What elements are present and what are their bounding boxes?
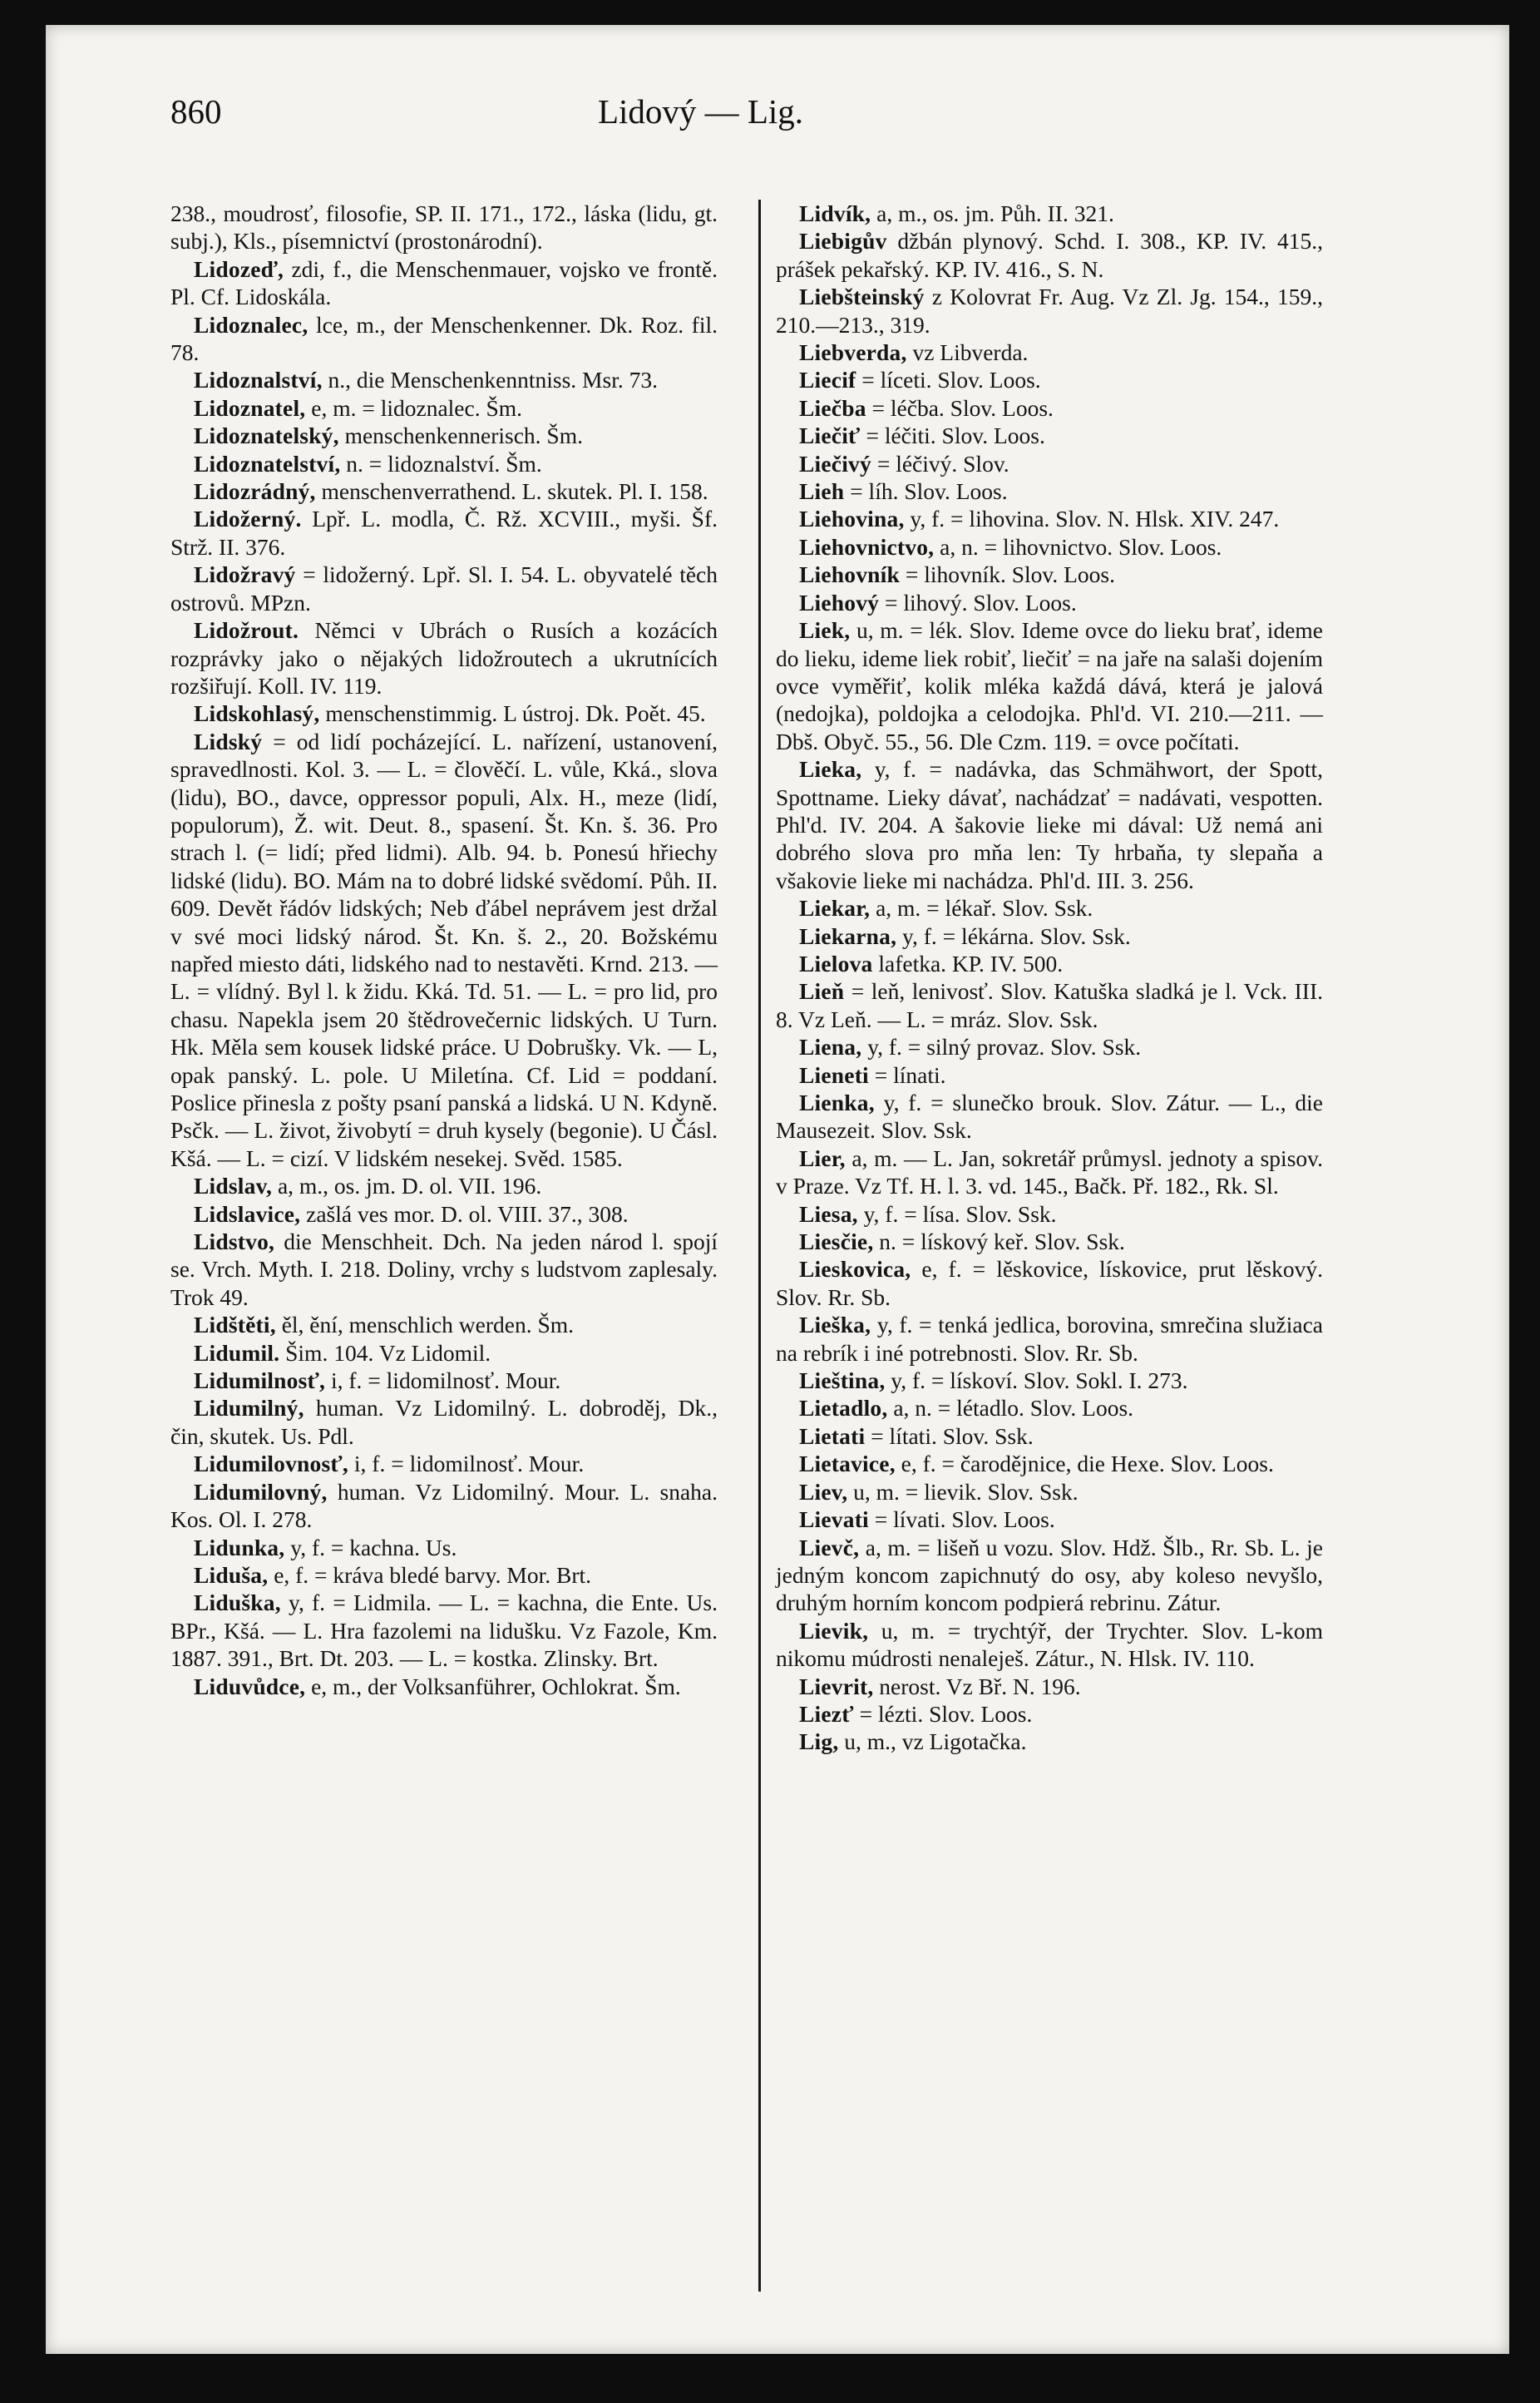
dictionary-entry — [170, 700, 718, 727]
entry-text: u, m., vz Ligotačka. — [838, 1728, 1027, 1755]
entry-headword: Lievik, — [799, 1617, 869, 1644]
entry-headword: Lielova — [799, 950, 873, 977]
dictionary-entry — [776, 1255, 1323, 1311]
entry-text: a, m., os. jm. D. ol. VII. 196. — [272, 1173, 542, 1199]
dictionary-entry — [776, 1450, 1323, 1477]
entry-text: e, m. = lidoznalec. Šm. — [305, 394, 523, 421]
entry-text: = lihový. Slov. Loos. — [879, 589, 1077, 616]
entry-headword: Lieka, — [799, 756, 862, 783]
dictionary-entry — [170, 1200, 718, 1228]
entry-headword: Lidumilovnosť, — [194, 1451, 349, 1477]
entry-headword: Lidský — [194, 728, 263, 754]
entry-text: lce, m., der Menschenkenner. Dk. Roz. fil. 78. — [170, 311, 718, 366]
entry-headword: Lidumilovný, — [194, 1478, 328, 1505]
entry-text: ěl, ění, menschlich werden. Šm. — [275, 1312, 574, 1338]
dictionary-entry — [170, 1367, 718, 1394]
dictionary-entry — [776, 950, 1323, 977]
dictionary-entry — [170, 1172, 718, 1199]
dictionary-entry — [776, 894, 1323, 922]
entry-headword: Lieň — [799, 978, 845, 1005]
entry-headword: Lidslavice, — [194, 1200, 301, 1227]
dictionary-entry — [776, 616, 1323, 755]
entry-text: y, f. = kachna. Us. — [284, 1534, 457, 1560]
entry-headword: Lidvík, — [799, 200, 871, 226]
entry-text: = lívati. Slov. Loos. — [868, 1506, 1055, 1533]
entry-text: zdi, f., die Menschenmauer, vojsko ve frontě. Pl. Cf. Lidoskála. — [170, 255, 718, 310]
entry-text: z Kolovrat Fr. Aug. Vz Zl. Jg. 154., 159., 210.—213., 319. — [776, 284, 1323, 338]
entry-headword: Lidunka, — [194, 1534, 285, 1560]
dictionary-entry — [776, 1394, 1323, 1422]
dictionary-entry — [170, 1339, 718, 1367]
entry-text: human. Vz Lidomilný. Mour. L. snaha. Kos. Ol. I. 278. — [170, 1478, 718, 1533]
entry-headword: Lidozrádný, — [194, 478, 316, 505]
entry-text: y, f. = lékárna. Slov. Ssk. — [896, 922, 1131, 949]
entry-text: u, m. = lék. Slov. Ideme ovce do lieku brať, ideme do lieku, ideme liek robiť, liečiť = na jaře na salaši dojením ovce vyměřiť, kolik mléka každá dává, která je jalová (nedojka), poldojka a celodojka. Phl'd. VI. 210.—211. — Dbš. Obyč. 55., 56. Dle Czm. 119. = ovce počítati. — [776, 617, 1323, 754]
left-column — [170, 200, 718, 1700]
entry-headword: Lidoznatelský, — [194, 423, 339, 449]
entry-text: e, m., der Volksanführer, Ochlokrat. Šm. — [305, 1673, 681, 1699]
entry-text: y, f. = lískoví. Slov. Sokl. I. 273. — [885, 1367, 1188, 1394]
entry-text: n., die Menschenkenntniss. Msr. 73. — [322, 367, 658, 393]
entry-text: = léčiti. Slov. Loos. — [860, 423, 1045, 449]
entry-headword: Lidožerný. — [194, 506, 302, 532]
entry-headword: Lievč, — [799, 1534, 860, 1560]
dictionary-entry — [776, 1617, 1323, 1673]
dictionary-entry — [170, 1394, 718, 1450]
dictionary-entry — [170, 616, 718, 700]
entry-text: a, m. — L. Jan, sokretář průmysl. jednoty a spisov. v Praze. Vz Tf. H. l. 3. vd. 145., Bačk. Př. 182., Rk. Sl. — [776, 1145, 1323, 1199]
entry-headword: Lidumilnosť, — [194, 1367, 326, 1394]
entry-headword: Liehovina, — [799, 506, 905, 532]
entry-text: lafetka. KP. IV. 500. — [872, 950, 1064, 977]
entry-text: Němci v Ubrách o Rusích a kozácích rozprávky jako o nějakých lidožroutech a ukrutnících rozšiřují. Koll. IV. 119. — [170, 617, 718, 699]
entry-text: u, m. = lievik. Slov. Ssk. — [847, 1478, 1078, 1505]
entry-headword: Liduvůdce, — [194, 1673, 306, 1699]
dictionary-entry — [776, 366, 1323, 393]
entry-headword: Lig, — [799, 1728, 839, 1755]
dictionary-entry — [776, 1033, 1323, 1061]
entry-headword: Lieneti — [799, 1061, 869, 1088]
entry-text: a, n. = létadlo. Slov. Loos. — [887, 1395, 1134, 1422]
dictionary-entry — [170, 1534, 718, 1561]
dictionary-entry — [776, 227, 1323, 283]
entry-text: = líceti. Slov. Loos. — [856, 367, 1041, 393]
dictionary-entry — [776, 283, 1323, 339]
dictionary-entry — [170, 477, 718, 505]
entry-text: e, f. = kráva bledé barvy. Mor. Brt. — [268, 1561, 591, 1588]
page-number: 860 — [170, 92, 222, 131]
entry-headword: Lidozeď, — [194, 255, 284, 282]
entry-headword: Lietavice, — [799, 1451, 896, 1477]
dictionary-entry — [776, 1728, 1323, 1755]
entry-text: menschenverrathend. L. skutek. Pl. I. 158. — [315, 478, 708, 505]
entry-text: a, n. = lihovnictvo. Slov. Loos. — [934, 533, 1222, 560]
entry-text: = líh. Slov. Loos. — [844, 478, 1008, 505]
running-header — [170, 91, 1231, 141]
dictionary-entry — [776, 477, 1323, 505]
entry-text: i, f. = lidomilnosť. Mour. — [348, 1451, 585, 1477]
dictionary-entry — [776, 1311, 1323, 1367]
entry-headword: Liehovník — [799, 561, 901, 588]
dictionary-entry — [170, 1228, 718, 1311]
entry-headword: Liekar, — [799, 895, 871, 922]
dictionary-entry — [776, 1145, 1323, 1200]
entry-headword: Liduša, — [194, 1561, 269, 1588]
dictionary-entry — [170, 311, 718, 367]
entry-headword: Liehovnictvo, — [799, 533, 935, 560]
dictionary-entry — [776, 1422, 1323, 1450]
dictionary-entry — [776, 533, 1323, 561]
right-column — [776, 200, 1323, 1756]
dictionary-entry — [776, 505, 1323, 532]
entry-headword: Lidožravý — [194, 561, 296, 588]
entry-headword: Lidštěti, — [194, 1312, 276, 1338]
entry-headword: Liesa, — [799, 1200, 858, 1227]
entry-text: Lpř. L. modla, Č. Rž. XCVIII., myši. Šf. Strž. II. 376. — [170, 506, 718, 560]
dictionary-entry — [776, 200, 1323, 227]
dictionary-entry — [776, 450, 1323, 477]
entry-headword: Liekarna, — [799, 922, 897, 949]
dictionary-entry — [776, 589, 1323, 616]
entry-text: menschenkennerisch. Šm. — [338, 423, 583, 449]
entry-headword: Liečivý — [799, 450, 871, 477]
entry-headword: Liecif — [799, 367, 856, 393]
entry-text: = lítati. Slov. Ssk. — [865, 1422, 1034, 1449]
entry-text: n. = lískový keř. Slov. Ssk. — [873, 1229, 1125, 1255]
entry-text: i, f. = lidomilnosť. Mour. — [325, 1367, 561, 1394]
entry-headword: Lietati — [799, 1422, 866, 1449]
entry-text: a, m. = lékař. Slov. Ssk. — [870, 895, 1093, 922]
dictionary-entry — [776, 1061, 1323, 1089]
entry-headword: Liečba — [799, 394, 866, 421]
entry-headword: Lidoznatel, — [194, 394, 306, 421]
dictionary-entry — [776, 1673, 1323, 1700]
dictionary-entry — [170, 1311, 718, 1338]
dictionary-entry — [170, 505, 718, 561]
dictionary-entry — [776, 1534, 1323, 1617]
entry-text: = lihovník. Slov. Loos. — [900, 561, 1115, 588]
entry-headword: Liehový — [799, 589, 880, 616]
entry-text: džbán plynový. Schd. I. 308., KP. IV. 415., prášek pekařský. KP. IV. 416., S. N. — [776, 228, 1323, 282]
dictionary-entry — [776, 1367, 1323, 1394]
entry-headword: Liečiť — [799, 423, 861, 449]
entry-text: = léčivý. Slov. — [871, 450, 1009, 477]
entry-text: y, f. = lísa. Slov. Ssk. — [857, 1200, 1057, 1227]
entry-text: Šim. 104. Vz Lidomil. — [279, 1339, 491, 1366]
entry-headword: Lidslav, — [194, 1173, 273, 1199]
entry-headword: Lievrit, — [799, 1673, 874, 1699]
dictionary-entry — [776, 1700, 1323, 1728]
dictionary-entry — [170, 255, 718, 311]
entry-text: = leň, lenivosť. Slov. Katuška sladká je l. Vck. III. 8. Vz Leň. — L. = mráz. Slov. Ssk. — [776, 978, 1323, 1032]
entry-headword: Liev, — [799, 1478, 848, 1505]
dictionary-entry — [776, 394, 1323, 422]
entry-headword: Lienka, — [799, 1090, 875, 1115]
entry-headword: Lieskovica, — [799, 1256, 911, 1283]
entry-headword: Lietadlo, — [799, 1395, 888, 1422]
entry-headword: Liezť — [799, 1700, 854, 1727]
entry-text: u, m. = trychtýř, der Trychter. Slov. L-kom nikomu múdrosti nenaleješ. Zátur., N. Hlsk. IV. 110. — [776, 1617, 1323, 1672]
entry-headword: Liek, — [799, 617, 851, 644]
running-title: Lidový — Lig. — [597, 92, 804, 131]
entry-headword: Lidožrout. — [194, 617, 299, 644]
entry-headword: Lidumil. — [194, 1339, 280, 1366]
dictionary-entry — [170, 1478, 718, 1534]
entry-headword: Liesčie, — [799, 1229, 874, 1255]
entry-text: a, m. = lišeň u vozu. Slov. Hdž. Šlb., Rr. Sb. L. je jedným koncom zapichnutý do osy, aby koleso nevyšlo, druhým horním koncom podpierá rebrinu. Zátur. — [776, 1534, 1323, 1616]
entry-headword: Lidumilný, — [194, 1395, 304, 1422]
entry-text: a, m., os. jm. Půh. II. 321. — [871, 200, 1114, 226]
entry-text: = lidožerný. Lpř. Sl. I. 54. L. obyvatelé těch ostrovů. MPzn. — [170, 561, 718, 616]
entry-text: y, f. = lihovina. Slov. N. Hlsk. XIV. 247. — [904, 506, 1280, 532]
dictionary-entry — [776, 1228, 1323, 1255]
dictionary-entry — [170, 366, 718, 393]
dictionary-entry — [170, 394, 718, 422]
dictionary-entry — [170, 1589, 718, 1672]
dictionary-entry — [170, 200, 718, 255]
entry-headword: Lievati — [799, 1506, 869, 1533]
dictionary-entry — [170, 1673, 718, 1700]
dictionary-entry — [170, 450, 718, 477]
entry-text: y, f. = Lidmila. — L. = kachna, die Ente. Us. BPr., Kšá. — L. Hra fazolemi na lidušku. Vz Fazole, Km. 1887. 391., Brt. Dt. 203. — L. = kostka. Zlinsky. Brt. — [170, 1590, 718, 1672]
entry-text: human. Vz Lidomilný. L. dobroděj, Dk., čin, skutek. Us. Pdl. — [170, 1395, 718, 1449]
dictionary-entry — [170, 1561, 718, 1589]
dictionary-entry — [776, 1478, 1323, 1506]
entry-text: y, f. = tenká jedlica, borovina, smrečina služiaca na rebrík i iné potrebnosti. Slov. Rr. Sb. — [776, 1312, 1323, 1366]
entry-text: y, f. = nadávka, das Schmähwort, der Spott, Spottname. Lieky dávať, nachádzať = nadávati, vespotten. Phl'd. IV. 204. A šakovie lieke mi dával: Už nemá ani dobrého slova pro mňa len: Ty hrbaňa, ty slepaňa a všakovie lieke mi nachádza. Phl'd. III. 3. 256. — [776, 756, 1323, 893]
entry-text: e, f. = lěskovice, lískovice, prut lěskový. Slov. Rr. Sb. — [776, 1256, 1323, 1310]
entry-text: die Menschheit. Dch. Na jeden národ l. spojí se. Vrch. Myth. I. 218. Doliny, vrchy s ludstvom zaplesaly. Trok 49. — [170, 1229, 718, 1310]
dictionary-entry — [776, 755, 1323, 894]
entry-text: vz Libverda. — [906, 339, 1029, 366]
entry-text: n. = lidoznalství. Šm. — [340, 450, 542, 477]
entry-headword: Liebverda, — [799, 339, 907, 366]
entry-text: = lézti. Slov. Loos. — [853, 1700, 1033, 1727]
entry-text: nerost. Vz Bř. N. 196. — [873, 1673, 1081, 1699]
entry-text: = od lidí pocházející. L. nařízení, ustanovení, spravedlnosti. Kol. 3. — L. = člověčí. L. vůle, Kká., slova (lidu), BO., davce, oppressor populi, Alx. H., meze (lidí, populorum), Ž. wit. Deut. 8., spasení. Št. Kn. š. 36. Pro strach l. (= lidí; před lidmi). Alb. 94. b. Ponesú hřiechy lidské (lidu). BO. Mám na to dobré lidské svědomí. Půh. II. 609. Devět řádóv lidských; Neb ďábel neprávem jest držal v své moci lidský národ. Št. Kn. š. 2., 20. Božskému napřed miesto dáti, lidského nad to nestavěti. Krnd. 213. — L. = vlídný. Byl l. k židu. Kká. Td. 51. — L. = pro lid, pro chasu. Napekla jsem 20 štědrovečernic lidských. U Turn. Hk. Měla sem kousek lidské práce. U Dobrušky. Vk. — L, opak panský. L. pole. U Miletína. Cf. Lid = poddaní. Poslice přinesla z pošty psaní panská a lidská. U N. Kdyně. Psčk. — L. život, živobytí = druh kysely (begonie). U Čásl. Kšá. — L. = cizí. V lidském nesekej. Svěd. 1585. — [170, 728, 718, 1171]
entry-text: y, f. = slunečko brouk. Slov. Zátur. — L., die Mausezeit. Slov. Ssk. — [776, 1090, 1323, 1144]
entry-text: = léčba. Slov. Loos. — [866, 394, 1054, 421]
dictionary-entry — [170, 728, 718, 1173]
entry-headword: Lier, — [799, 1145, 846, 1171]
dictionary-entry — [170, 1450, 718, 1477]
dictionary-entry — [776, 1089, 1323, 1145]
entry-headword: Liebigův — [799, 228, 887, 255]
entry-headword: Liena, — [799, 1034, 862, 1061]
entry-text: = línati. — [868, 1061, 946, 1088]
dictionary-entry — [776, 1506, 1323, 1533]
entry-text: e, f. = čarodějnice, die Hexe. Slov. Loos. — [895, 1451, 1274, 1477]
entry-headword: Lidoznalec, — [194, 311, 308, 338]
dictionary-entry — [776, 561, 1323, 588]
dictionary-entry — [776, 977, 1323, 1033]
entry-headword: Lidstvo, — [194, 1229, 275, 1255]
entry-headword: Lidoznatelství, — [194, 450, 341, 477]
entry-headword: Liduška, — [194, 1590, 281, 1616]
entry-text: y, f. = silný provaz. Slov. Ssk. — [861, 1034, 1142, 1061]
entry-text: 238., moudrosť, filosofie, SP. II. 171., 172., láska (lidu, gt. subj.), Kls., písemnictví (prostonárodní). — [170, 200, 718, 255]
dictionary-entry — [776, 422, 1323, 449]
entry-headword: Lieška, — [799, 1312, 871, 1338]
dictionary-entry — [170, 561, 718, 616]
entry-headword: Lieština, — [799, 1367, 886, 1394]
dictionary-entry — [776, 922, 1323, 950]
entry-headword: Lieh — [799, 478, 845, 505]
dictionary-entry — [776, 339, 1323, 366]
column-divider — [758, 200, 761, 2292]
entry-headword: Lidoznalství, — [194, 367, 323, 393]
entry-text: menschenstimmig. L ústroj. Dk. Poět. 45. — [319, 700, 706, 727]
entry-headword: Liebšteinský — [799, 284, 925, 310]
entry-text: zašlá ves mor. D. ol. VIII. 37., 308. — [300, 1200, 629, 1227]
entry-headword: Lidskohlasý, — [194, 700, 320, 727]
dictionary-entry — [776, 1200, 1323, 1228]
dictionary-entry — [170, 422, 718, 449]
